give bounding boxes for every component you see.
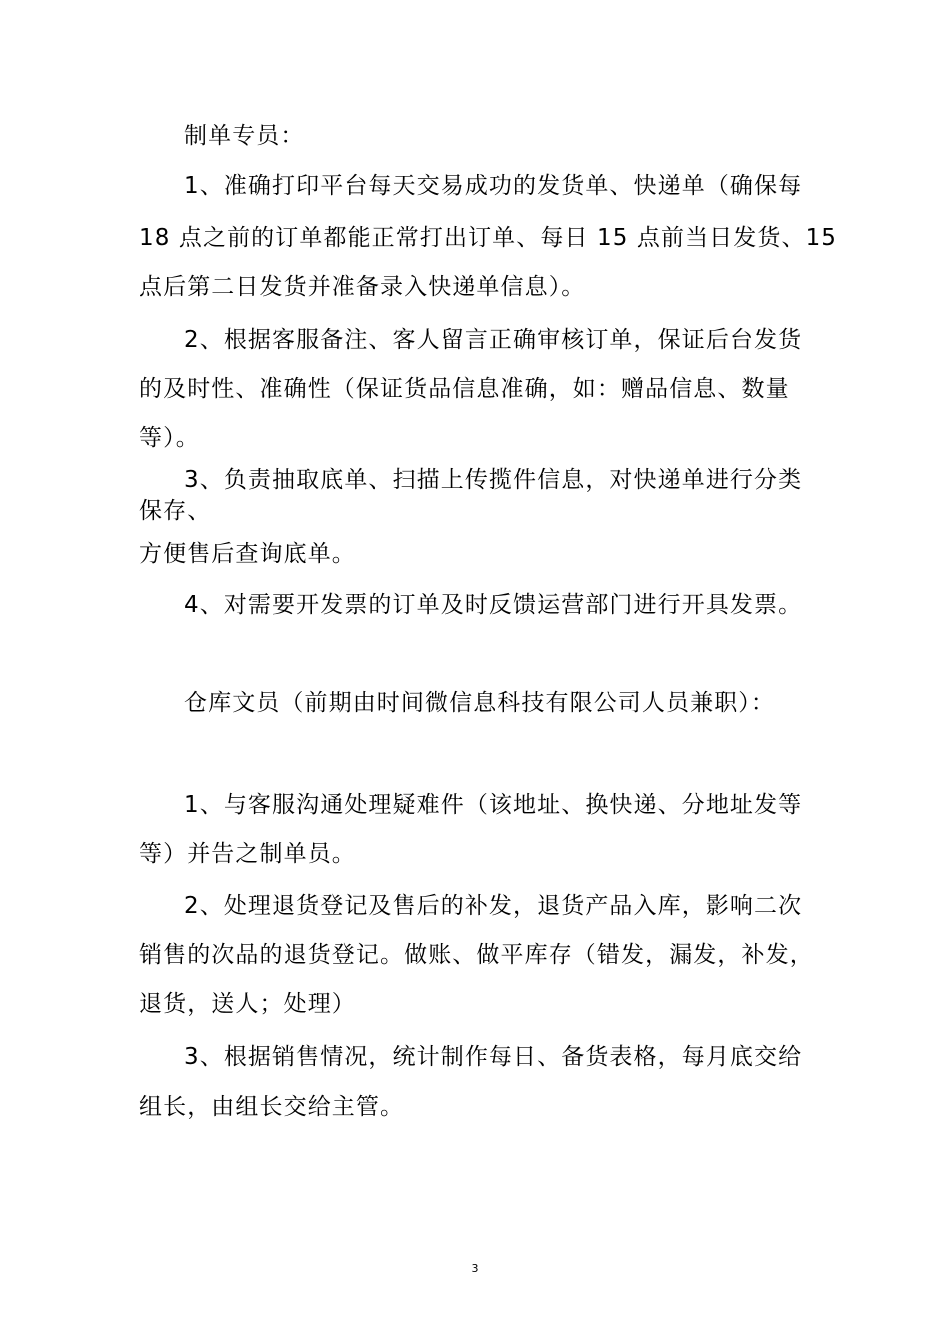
paragraph-line: 2、处理退货登记及售后的补发，退货产品入库，影响二次 bbox=[184, 893, 803, 919]
section-title-warehouse-clerk: 仓库文员（前期由时间微信息科技有限公司人员兼职）： bbox=[184, 690, 775, 716]
paragraph-line: 的及时性、准确性（保证货品信息准确，如：赠品信息、数量 bbox=[139, 376, 790, 402]
paragraph-line: 保存、 bbox=[139, 498, 212, 524]
section-title-order-clerk: 制单专员： bbox=[184, 123, 305, 149]
paragraph-line: 等）并告之制单员。 bbox=[139, 841, 356, 867]
paragraph-line: 组长，由组长交给主管。 bbox=[139, 1094, 405, 1120]
paragraph-line: 18 点之前的订单都能正常打出订单、每日 15 点前当日发货、15 bbox=[139, 225, 838, 251]
paragraph-line: 2、根据客服备注、客人留言正确审核订单，保证后台发货 bbox=[184, 327, 803, 353]
paragraph-line: 3、根据销售情况，统计制作每日、备货表格，每月底交给 bbox=[184, 1044, 803, 1070]
paragraph-line: 等）。 bbox=[139, 425, 200, 451]
paragraph-line: 点后第二日发货并准备录入快递单信息）。 bbox=[139, 274, 586, 300]
paragraph-line: 方便售后查询底单。 bbox=[139, 541, 356, 567]
paragraph-line: 1、准确打印平台每天交易成功的发货单、快递单（确保每 bbox=[184, 173, 803, 199]
paragraph-line: 1、与客服沟通处理疑难件（该地址、换快递、分地址发等 bbox=[184, 792, 803, 818]
paragraph-line: 3、负责抽取底单、扫描上传揽件信息，对快递单进行分类 bbox=[184, 467, 803, 493]
paragraph-line: 退货，送人；处理） bbox=[139, 991, 356, 1017]
paragraph-line: 4、对需要开发票的订单及时反馈运营部门进行开具发票。 bbox=[184, 592, 803, 618]
page-number: 3 bbox=[471, 1262, 479, 1275]
paragraph-line: 销售的次品的退货登记。做账、做平库存（错发，漏发，补发， bbox=[139, 942, 814, 968]
